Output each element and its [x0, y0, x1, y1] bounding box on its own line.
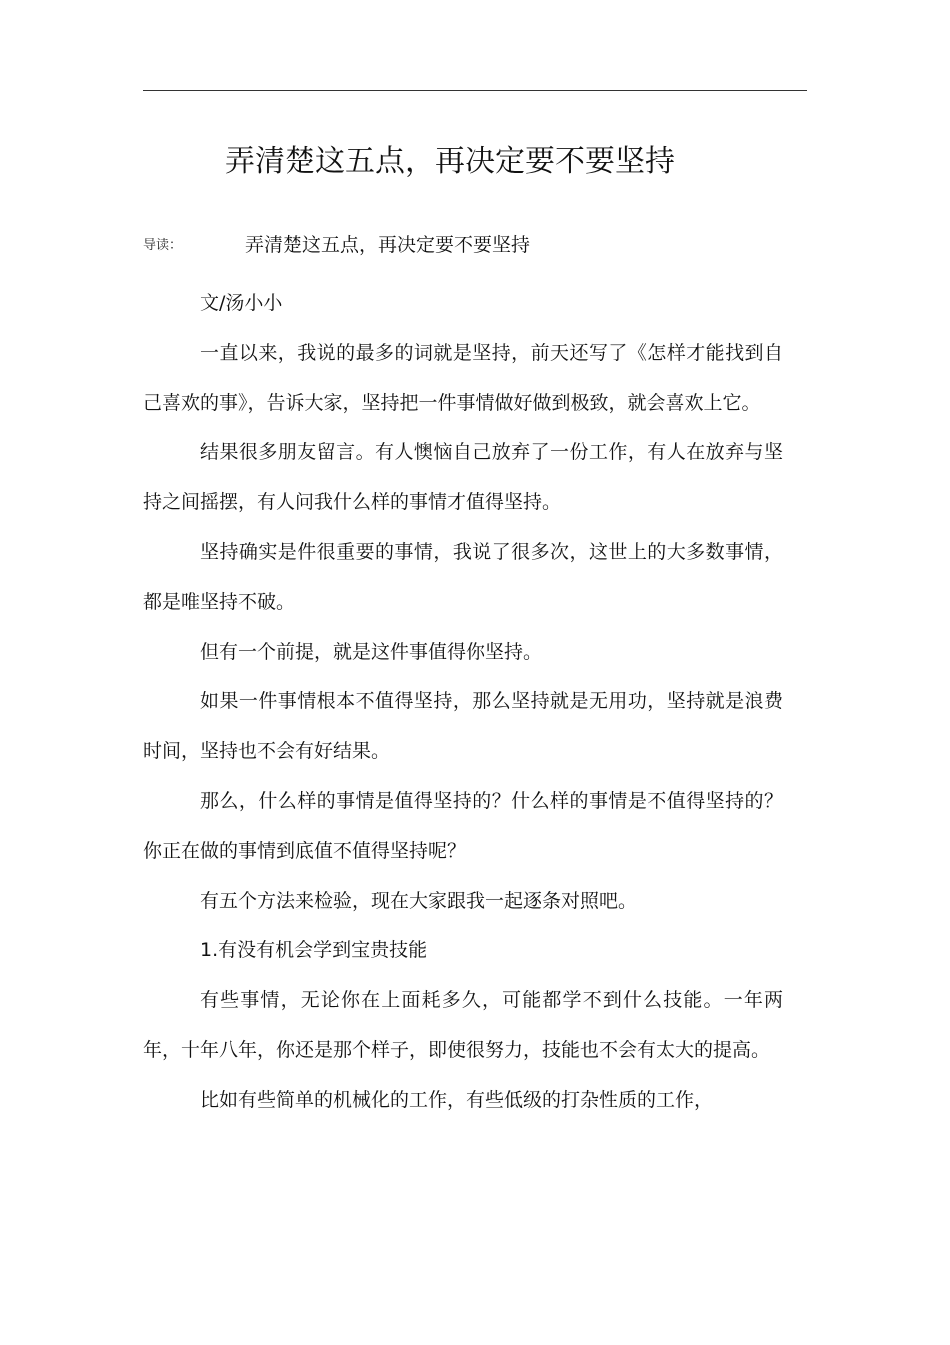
lead-text: 弄清楚这五点，再决定要不要坚持 [245, 234, 531, 256]
paragraph: 有些事情，无论你在上面耗多久，可能都学不到什么技能。一年两年，十年八年，你还是那个样子，即使很努力，技能也不会有太大的提高。 [143, 989, 783, 1061]
paragraph: 比如有些简单的机械化的工作，有些低级的打杂性质的工作， [200, 1088, 714, 1111]
section-heading: 1.有没有机会学到宝贵技能 [200, 939, 428, 962]
article-body [143, 279, 783, 1126]
lead-label: 导读： [143, 238, 183, 253]
paragraph: 一直以来，我说的最多的词就是坚持，前天还写了《怎样才能找到自己喜欢的事》，告诉大家，坚持把一件事情做好做到极致，就会喜欢上它。 [143, 341, 783, 414]
paragraph: 那么，什么样的事情是值得坚持的？什么样的事情是不值得坚持的？你正在做的事情到底值不值得坚持呢？ [143, 789, 783, 862]
author-line: 文/汤小小 [200, 292, 283, 314]
paragraph: 如果一件事情根本不值得坚持，那么坚持就是无用功，坚持就是浪费时间，坚持也不会有好结果。 [143, 690, 783, 763]
document-title: 弄清楚这五点，再决定要不要坚持 [225, 144, 675, 179]
paragraph: 坚持确实是件很重要的事情，我说了很多次，这世上的大多数事情，都是唯坚持不破。 [143, 540, 783, 613]
paragraph: 但有一个前提，就是这件事值得你坚持。 [200, 640, 543, 663]
paragraph: 结果很多朋友留言。有人懊恼自己放弃了一份工作，有人在放弃与坚持之间摇摆，有人问我什么样的事情才值得坚持。 [143, 441, 783, 514]
lead-row [143, 230, 803, 260]
paragraph: 有五个方法来检验，现在大家跟我一起逐条对照吧。 [200, 889, 638, 912]
header-rule [143, 90, 807, 91]
